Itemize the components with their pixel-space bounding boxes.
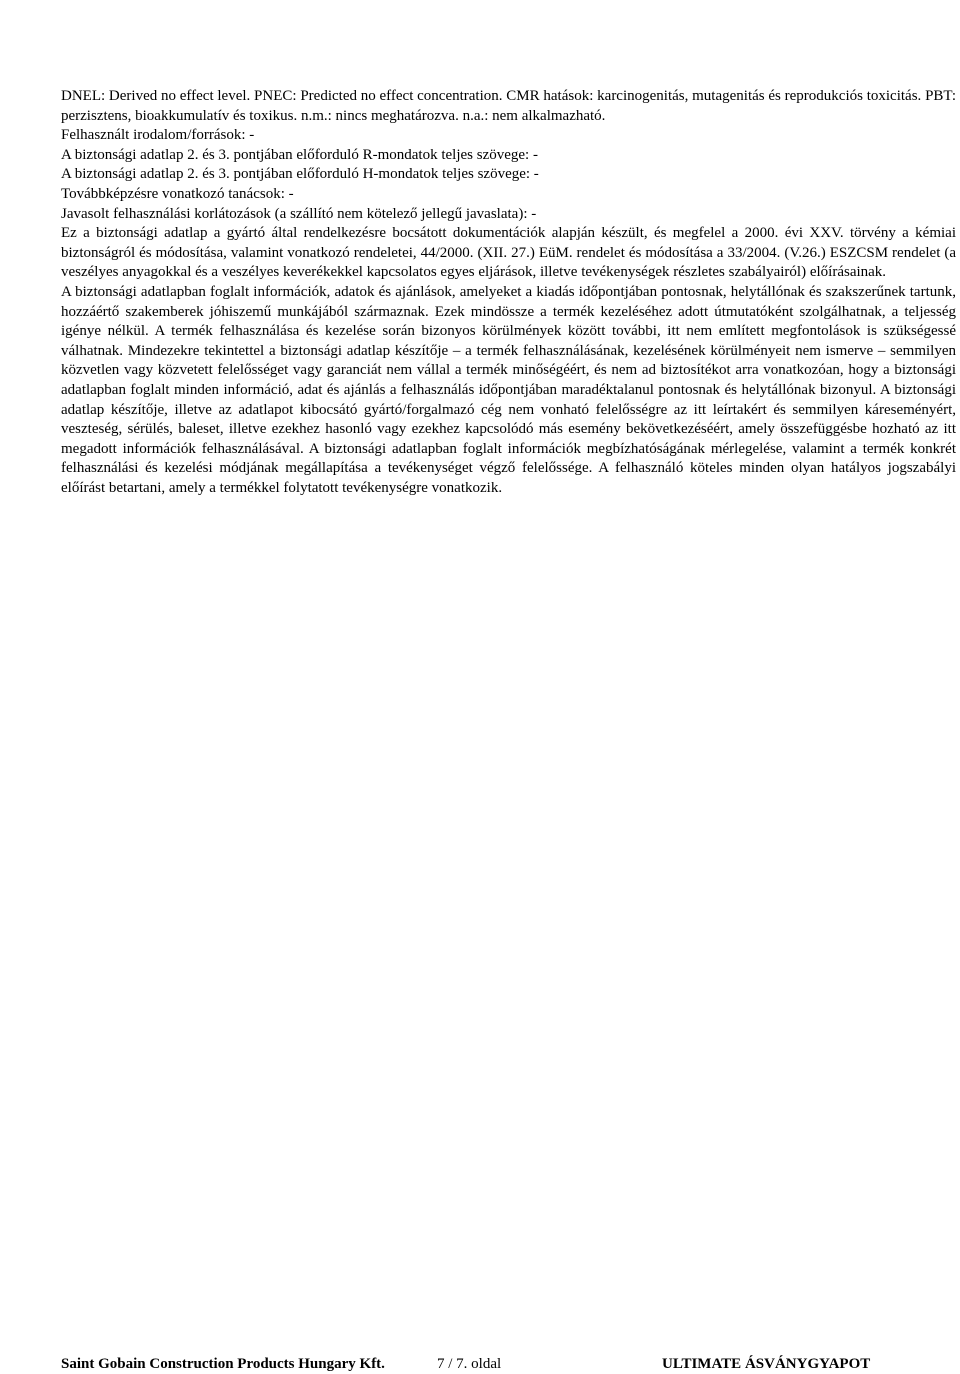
legal-compliance-paragraph: Ez a biztonsági adatlap a gyártó által rendelkezésre bocsátott dokumentációk alapján készült, és megfelel a 2000. évi XXV. törvény a kémiai biztonságról és módosítása, valamint vonatkozó rendeletei, 44/2000. (XII. 27.) EüM. rendelet és módosítása a 33/2004. (V.26.) ESZCSM rendelet (a veszélyes anyagokkal és a veszélyes keverékekkel kapcsolatos egyes eljárások, illetve tevékenységek részletes szabályairól) előírásainak. [61,225,956,281]
use-restrictions-line: Javasolt felhasználási korlátozások (a szállító nem kötelező jellegű javaslata): - [61,205,537,222]
literature-line: Felhasznált irodalom/források: - [61,127,255,144]
footer-product-name: ULTIMATE ÁSVÁNYGYAPOT [662,1356,871,1372]
document-footer [61,1354,956,1374]
header-review-date: Felülvizsgálat időpontja: - [5,21,173,38]
training-advice-line: Továbbképzésre vonatkozó tanácsok: - [61,185,294,202]
document-header [0,0,960,60]
r-phrases-line: A biztonsági adatlap 2. és 3. pontjában előforduló R-mondatok teljes szövege: - [61,146,538,163]
disclaimer-paragraph: A biztonsági adatlapban foglalt információk, adatok és ajánlások, amelyeket a kiadás időpontjában pontosnak, helytállónak és szakszerűnek tartunk, hozzáértő szakemberek jóhiszemű munkájából származnak. Ezek mindössze a termék kezeléséhez adott útmutatóként szolgálhatnak, a teljesség igénye nélkül. A termék felhasználása és kezelése során bizonyos körülmények között további, itt nem említett megfontolások is szükségessé válhatnak. Mindezekre tekintettel a biztonsági adatlap készítője – a termék felhasználásának, kezelésének körülményeit nem ismerve – semmilyen közvetlen vagy közvetett felelősséget vagy garanciát nem vállal a termék minőségéért, és nem ad biztosítékot arra vonatkozóan, hogy a biztonsági adatlapban foglalt minden információ, adat és ajánlás a felhasználás időpontjában maradéktalanul pontosnak és helytállónak bizonyul. A biztonsági adatlap készítője, illetve az adatlapot kibocsátó gyártó/forgalmazó cég nem vonható felelősségre az itt leírtakért és semmilyen káreseményért, veszteség, sérülés, baleset, illetve ezekhez hasonló vagy ezekhez kapcsolódó más esemény bekövetkezéséért, amely összefüggésbe hozható az itt megadott információk felhasználásával. A biztonsági adatlapban foglalt információk megbízhatóságának mérlegelése, valamint a termék konkrét felhasználási és kezelési módjának megállapítása a tevékenységet végző felelőssége. A felhasználó köteles minden olyan hatályos jogszabályi előírást betartani, amely a termékkel folytatott tevékenységre vonatkozik. [61,283,956,496]
document-body [61,87,956,498]
h-phrases-line: A biztonsági adatlap 2. és 3. pontjában előforduló H-mondatok teljes szövege: - [61,166,539,183]
footer-company-name: Saint Gobain Construction Products Hungary Kft. [61,1356,385,1372]
header-website-link[interactable]: http://www.biztonsagiadatlap.hu [741,21,949,38]
header-creation-date: Elkészítés időpontja: 2011. február 14. [5,1,253,18]
abbreviations-paragraph: DNEL: Derived no effect level. PNEC: Predicted no effect concentration. CMR hatások: karcinogenitás, mutagenitás és reprodukciós toxicitás. PBT: perzisztens, bioakkumulatív és toxikus. n.m.: nincs meghatározva. n.a.: nem alkalmazható. [61,88,956,124]
header-version: Verziószám: 1 [5,41,97,58]
footer-page-number: 7 / 7. oldal [437,1356,502,1372]
